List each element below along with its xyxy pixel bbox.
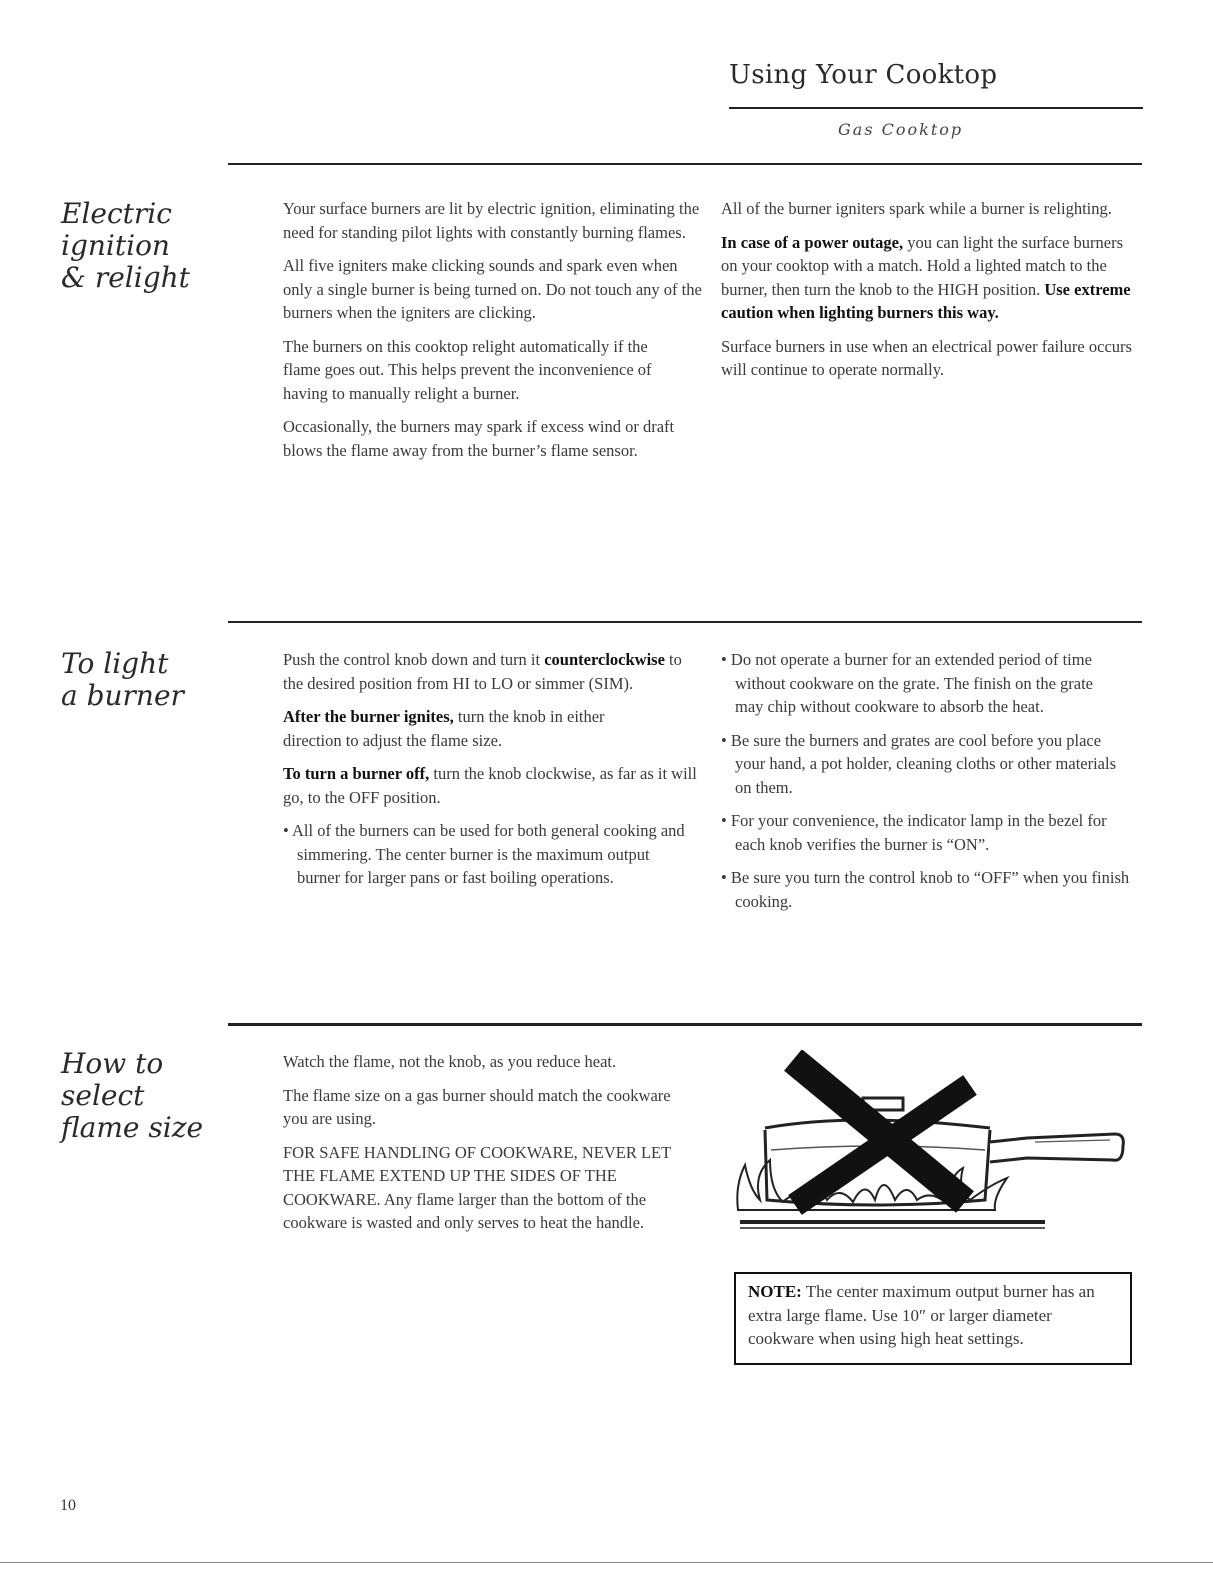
heading-line: ignition xyxy=(61,229,170,262)
note-box xyxy=(734,1272,1132,1365)
bullet-item: • For your convenience, the indicator lamp in the bezel for each knob verifies the burner is “ON”. xyxy=(721,811,1107,854)
heading-line: How to xyxy=(61,1047,164,1080)
bottom-edge-rule xyxy=(0,1562,1213,1563)
heading-line: To light xyxy=(61,647,169,680)
text: Push the control knob down and turn it xyxy=(283,650,545,669)
section-divider xyxy=(228,163,1142,165)
heading-line: a burner xyxy=(61,679,184,712)
paragraph: FOR SAFE HANDLING OF COOKWARE, NEVER LET THE FLAME EXTEND UP THE SIDES OF THE COOKWARE. Any flame larger than the bottom of the cookware is wasted and only serves to heat the handle. xyxy=(283,1142,671,1232)
paragraph: Occasionally, the burners may spark if excess wind or draft blows the flame away from the burner’s flame sensor. xyxy=(283,417,675,460)
section-heading-to-light-a-burner xyxy=(61,648,184,712)
to-light-right-column xyxy=(721,648,1131,923)
paragraph: All of the burner igniters spark while a burner is relighting. xyxy=(721,199,1112,218)
page-number: 10 xyxy=(60,1497,76,1514)
paragraph: The burners on this cooktop relight automatically if the flame goes out. This helps prevent the inconvenience of having to manually relight a burner. xyxy=(283,336,652,403)
paragraph: Watch the flame, not the knob, as you reduce heat. xyxy=(283,1052,617,1071)
flame-size-left-column xyxy=(283,1050,703,1245)
section-heading-electric-ignition xyxy=(61,198,190,294)
note-label: NOTE: xyxy=(748,1282,802,1301)
text: turn the knob in either direction to adjust the flame size. xyxy=(283,707,605,750)
bullet-item: • Be sure the burners and grates are cool before you place your hand, a pot holder, cleaning cloths or other materials on them. xyxy=(721,730,1117,797)
section-heading-how-to-select-flame-size xyxy=(61,1048,203,1144)
electric-ignition-left-column xyxy=(283,197,708,472)
to-light-left-column xyxy=(283,648,698,900)
paragraph xyxy=(283,648,698,695)
text: turn the knob clockwise, as far as it will go, to the OFF position. xyxy=(283,764,697,807)
title-rule xyxy=(729,107,1143,109)
bold-text: In case of a power outage, xyxy=(721,232,904,252)
heading-line: select xyxy=(61,1079,145,1112)
bold-text: counterclockwise xyxy=(544,650,665,669)
paragraph: The flame size on a gas burner should match the cookware you are using. xyxy=(283,1085,671,1128)
section-divider xyxy=(228,621,1142,623)
crossed-out-pot-over-large-flame-icon xyxy=(735,1050,1135,1230)
text: you can light the surface burners on your cooktop with a match. Hold a lighted match to the burner, then turn the knob to the HIGH position. xyxy=(721,232,1124,299)
heading-line: Electric xyxy=(61,197,172,230)
page-title: Using Your Cooktop xyxy=(729,60,998,90)
paragraph xyxy=(283,762,698,809)
bold-text: To turn a burner off, xyxy=(283,764,430,783)
bullet-item: • Do not operate a burner for an extended period of time without cookware on the grate. The finish on the grate may chip without cookware to absorb the heat. xyxy=(721,650,1094,716)
paragraph xyxy=(283,705,663,752)
paragraph xyxy=(721,231,1141,325)
bold-text: Use extreme caution when lighting burners this way. xyxy=(721,279,1131,322)
bullet-item: • Be sure you turn the control knob to “OFF” when you finish cooking. xyxy=(721,868,1130,911)
paragraph: Surface burners in use when an electrical power failure occurs will continue to operate normally. xyxy=(721,336,1132,379)
text: to the desired position from HI to LO or simmer (SIM). xyxy=(283,650,682,693)
bullet-item: • All of the burners can be used for both general cooking and simmering. The center burner is the maximum output burner for larger pans or fast boiling operations. xyxy=(283,821,685,887)
note-text: The center maximum output burner has an extra large flame. Use 10″ or larger diameter cookware when using high heat settings. xyxy=(748,1282,1095,1348)
paragraph: Your surface burners are lit by electric ignition, eliminating the need for standing pilot lights with constantly burning flames. xyxy=(283,199,700,242)
electric-ignition-right-column xyxy=(721,197,1141,392)
page-subtitle: Gas Cooktop xyxy=(838,120,964,139)
bold-text: After the burner ignites, xyxy=(283,707,454,726)
section-divider xyxy=(228,1023,1142,1026)
heading-line: & relight xyxy=(61,261,190,294)
paragraph: All five igniters make clicking sounds and spark even when only a single burner is being turned on. Do not touch any of the burners when the igniters are clicking. xyxy=(283,256,702,322)
heading-line: flame size xyxy=(61,1111,204,1144)
